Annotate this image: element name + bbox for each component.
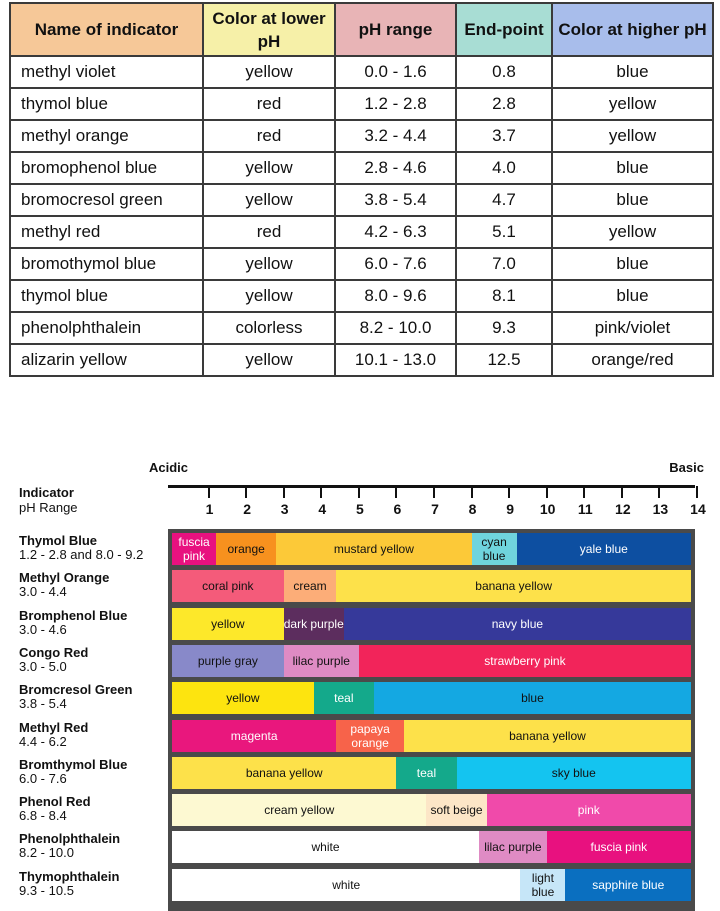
table-cell: red xyxy=(203,88,335,120)
axis-tick xyxy=(395,486,397,498)
color-segment: orange xyxy=(216,533,276,565)
color-segment: sapphire blue xyxy=(565,869,691,901)
table-cell: yellow xyxy=(552,88,713,120)
indicator-label xyxy=(19,870,119,898)
axis-tick-label: 2 xyxy=(243,501,252,517)
indicator-table xyxy=(9,2,714,377)
table-cell: orange/red xyxy=(552,344,713,376)
axis-tick-label: 11 xyxy=(577,501,593,517)
table-cell: 2.8 xyxy=(456,88,552,120)
color-segment: fuscia pink xyxy=(547,831,691,863)
indicator-range: 9.3 - 10.5 xyxy=(19,882,74,898)
indicator-label xyxy=(19,683,132,711)
table-cell: 8.1 xyxy=(456,280,552,312)
axis-tick-label: 5 xyxy=(355,501,364,517)
color-segment: banana yellow xyxy=(404,720,691,752)
table-cell: blue xyxy=(552,184,713,216)
axis-tick xyxy=(621,486,623,498)
table-cell: yellow xyxy=(203,152,335,184)
table-cell: thymol blue xyxy=(10,88,203,120)
indicator-label xyxy=(19,646,88,674)
axis-tick-label: 8 xyxy=(468,501,477,517)
table-cell: methyl orange xyxy=(10,120,203,152)
axis-tick xyxy=(508,486,510,498)
axis-tick-label: 6 xyxy=(393,501,402,517)
color-segment: soft beige xyxy=(426,794,486,826)
color-segment: cream yellow xyxy=(172,794,426,826)
indicator-name: Methyl Red xyxy=(19,719,89,735)
table-header-row xyxy=(10,3,713,56)
indicator-label xyxy=(19,832,120,860)
color-segment: white xyxy=(172,869,520,901)
axis-tick xyxy=(320,486,322,498)
table-cell: red xyxy=(203,120,335,152)
indicator-range: 6.8 - 8.4 xyxy=(19,808,67,824)
table-row xyxy=(10,312,713,344)
color-segment: banana yellow xyxy=(172,757,396,789)
table-cell: bromocresol green xyxy=(10,184,203,216)
table-cell: 3.8 - 5.4 xyxy=(335,184,456,216)
color-segment: teal xyxy=(314,682,374,714)
table-cell: 8.0 - 9.6 xyxy=(335,280,456,312)
indicator-name: Phenol Red xyxy=(19,794,91,810)
color-segment: mustard yellow xyxy=(276,533,471,565)
indicator-range: 1.2 - 2.8 and 8.0 - 9.2 xyxy=(19,547,144,562)
table-cell: 4.2 - 6.3 xyxy=(335,216,456,248)
axis-tick xyxy=(471,486,473,498)
table-row xyxy=(10,152,713,184)
indicator-name: Methyl Orange xyxy=(19,570,110,586)
axis-tick xyxy=(583,486,585,498)
chart-header-sub: pH Range xyxy=(19,500,78,515)
table-cell: bromothymol blue xyxy=(10,248,203,280)
table-cell: thymol blue xyxy=(10,280,203,312)
indicator-range: 6.0 - 7.6 xyxy=(19,770,67,786)
color-segment: magenta xyxy=(172,720,336,752)
table-row xyxy=(10,216,713,248)
indicator-label xyxy=(19,571,109,599)
table-cell: yellow xyxy=(552,120,713,152)
table-cell: 0.8 xyxy=(456,56,552,88)
indicator-name: Bromcresol Green xyxy=(19,682,133,698)
color-segment: purple gray xyxy=(172,645,284,677)
indicator-label xyxy=(19,795,91,823)
axis-tick xyxy=(696,486,698,498)
table-cell: blue xyxy=(552,280,713,312)
indicator-range: 8.2 - 10.0 xyxy=(19,845,74,861)
axis-tick-label: 3 xyxy=(280,501,289,517)
table-row xyxy=(10,56,713,88)
table-cell: bromophenol blue xyxy=(10,152,203,184)
table-cell: methyl red xyxy=(10,216,203,248)
indicator-label xyxy=(19,758,127,786)
chart-header xyxy=(19,485,78,515)
color-segment: teal xyxy=(396,757,456,789)
table-cell: 4.7 xyxy=(456,184,552,216)
table-cell: methyl violet xyxy=(10,56,203,88)
color-segment: cream xyxy=(284,570,337,602)
axis-tick-label: 7 xyxy=(431,501,439,517)
table-row xyxy=(10,248,713,280)
table-cell: yellow xyxy=(203,344,335,376)
table-cell: blue xyxy=(552,56,713,88)
axis-tick-label: 4 xyxy=(318,501,327,517)
table-cell: 12.5 xyxy=(456,344,552,376)
axis-tick xyxy=(283,486,285,498)
table-cell: yellow xyxy=(203,56,335,88)
table-row xyxy=(10,184,713,216)
axis-tick-label: 14 xyxy=(690,501,706,517)
indicator-label xyxy=(19,609,127,637)
indicator-range: 4.4 - 6.2 xyxy=(19,733,67,749)
axis-tick-label: 12 xyxy=(615,501,631,517)
table-cell: colorless xyxy=(203,312,335,344)
axis-tick xyxy=(358,486,360,498)
table-header-cell: Color at higher pH xyxy=(552,3,713,56)
basic-label: Basic xyxy=(669,460,704,475)
indicator-label xyxy=(19,721,88,749)
color-segment: sky blue xyxy=(457,757,691,789)
color-segment: yale blue xyxy=(517,533,691,565)
indicator-range: 3.8 - 5.4 xyxy=(19,696,67,712)
color-segment: navy blue xyxy=(344,608,691,640)
indicator-range: 3.0 - 4.6 xyxy=(19,621,67,637)
table-cell: red xyxy=(203,216,335,248)
chart-header-title: Indicator xyxy=(19,485,74,500)
axis-tick-label: 9 xyxy=(506,501,515,517)
indicator-range: 3.0 - 5.0 xyxy=(19,658,67,674)
axis-tick xyxy=(208,486,210,498)
color-segment: papaya orange xyxy=(336,720,404,752)
indicator-name: Thymol Blue xyxy=(19,533,98,548)
table-row xyxy=(10,88,713,120)
table-cell: alizarin yellow xyxy=(10,344,203,376)
table-cell: 2.8 - 4.6 xyxy=(335,152,456,184)
table-cell: pink/violet xyxy=(552,312,713,344)
table-cell: 1.2 - 2.8 xyxy=(335,88,456,120)
table-row xyxy=(10,120,713,152)
axis-tick xyxy=(658,486,660,498)
table-cell: 3.7 xyxy=(456,120,552,152)
table-cell: yellow xyxy=(203,184,335,216)
axis-tick-label: 10 xyxy=(539,501,556,517)
axis-tick xyxy=(433,486,435,498)
indicator-name: Phenolphthalein xyxy=(19,831,121,847)
indicator-name: Bromthymol Blue xyxy=(19,756,128,772)
color-segment: blue xyxy=(374,682,691,714)
table-cell: 7.0 xyxy=(456,248,552,280)
color-segment: yellow xyxy=(172,682,314,714)
table-cell: 3.2 - 4.4 xyxy=(335,120,456,152)
table-row xyxy=(10,280,713,312)
indicator-color-chart xyxy=(0,440,720,911)
color-segment: banana yellow xyxy=(336,570,691,602)
table-cell: 10.1 - 13.0 xyxy=(335,344,456,376)
table-cell: 6.0 - 7.6 xyxy=(335,248,456,280)
axis-tick-label: 13 xyxy=(652,501,669,517)
acidic-label: Acidic xyxy=(149,460,189,475)
color-segment: white xyxy=(172,831,479,863)
axis-tick-label: 1 xyxy=(205,501,214,517)
table-body xyxy=(10,56,713,376)
table-cell: yellow xyxy=(203,280,335,312)
table-header-cell: pH range xyxy=(335,3,456,56)
color-segment: dark purple xyxy=(284,608,344,640)
color-segment: coral pink xyxy=(172,570,284,602)
indicator-name: Thymophthalein xyxy=(19,868,120,884)
color-segment: light blue xyxy=(520,869,565,901)
table-header-cell: Color at lower pH xyxy=(203,3,335,56)
color-segment: cyan blue xyxy=(472,533,517,565)
table-cell: phenolphthalein xyxy=(10,312,203,344)
table-header-cell: Name of indicator xyxy=(10,3,203,56)
indicator-name: Bromphenol Blue xyxy=(19,607,128,623)
color-segment: pink xyxy=(487,794,691,826)
indicator-label xyxy=(19,534,143,562)
table-header-cell: End-point xyxy=(456,3,552,56)
axis-tick xyxy=(245,486,247,498)
table-cell: blue xyxy=(552,248,713,280)
color-segment: lilac purple xyxy=(284,645,359,677)
table-cell: 4.0 xyxy=(456,152,552,184)
axis-tick xyxy=(546,486,548,498)
table-cell: yellow xyxy=(203,248,335,280)
table-cell: blue xyxy=(552,152,713,184)
table-cell: 5.1 xyxy=(456,216,552,248)
table-row xyxy=(10,344,713,376)
table-cell: yellow xyxy=(552,216,713,248)
indicator-range: 3.0 - 4.4 xyxy=(19,584,67,600)
color-segment: strawberry pink xyxy=(359,645,691,677)
color-segment: lilac purple xyxy=(479,831,547,863)
indicator-name: Congo Red xyxy=(19,644,89,660)
color-segment: fuscia pink xyxy=(172,533,216,565)
table-cell: 0.0 - 1.6 xyxy=(335,56,456,88)
color-segment: yellow xyxy=(172,608,284,640)
table-cell: 9.3 xyxy=(456,312,552,344)
table-cell: 8.2 - 10.0 xyxy=(335,312,456,344)
